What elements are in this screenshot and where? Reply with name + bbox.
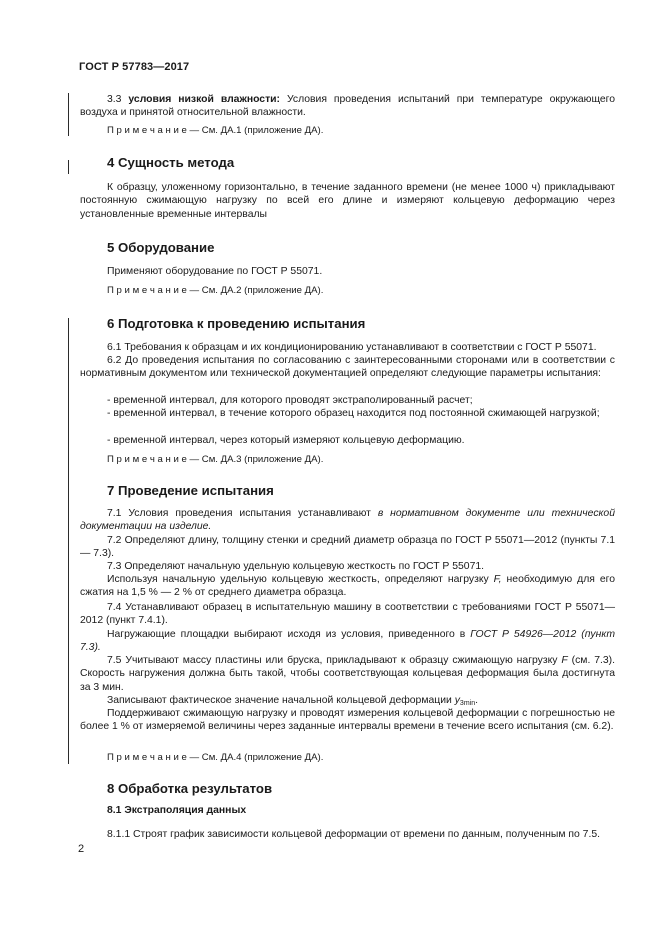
clause-7-5: 7.5 Учитывают массу пластины или бруска, прикладывают к образцу сжимающую нагрузку F (см. 7.3). Скорость нагружения должна быть такой, чтобы соответствующая кольцевая деформация была достигнута за 3 мин. [80, 655, 616, 693]
clause-7-4: 7.4 Устанавливают образец в испытательную машину в соответствии с требованиями ГОСТ Р 55071—2012 (пункт 7.4.1). [80, 602, 615, 627]
subsection-8-1-title: 8.1 Экстраполяция данных [107, 805, 247, 816]
clause-7-1: 7.1 Условия проведения испытания устанавливают в нормативном документе или технической документации на изделие. [80, 508, 615, 533]
change-bar [68, 318, 69, 764]
note-5: П р и м е ч а н и е — См. ДА.2 (приложение ДА). [107, 285, 324, 296]
clause-6-1: 6.1 Требования к образцам и их кондиционированию устанавливают в соответствии с ГОСТ Р 55071. [107, 342, 597, 353]
clause-7-5-maintain: Поддерживают сжимающую нагрузку и проводят измерения кольцевой деформации с погрешностью не более 1 % от измеряемой величины через заданные интервалы времени в течение всего испытания (см. 6.2). [80, 708, 615, 733]
clause-7-3-load: Используя начальную удельную кольцевую жесткость, определяют нагрузку F, необходимую для его сжатия на 1,5 % — 2 % от среднего диаметра образца. [80, 574, 615, 599]
clause-6-2: 6.2 До проведения испытания по согласованию с заинтересованными сторонами или в соответствии с нормативным документом или технической документацией определяют следующие параметры испытания: [80, 355, 615, 380]
section-7-title: 7 Проведение испытания [107, 483, 274, 498]
list-item: - временной интервал, в течение которого образец находится под постоянной сжимающей нагрузкой; [107, 408, 600, 419]
clause-7-5-record: Записывают фактическое значение начальной кольцевой деформации $y_{3min}$. [107, 695, 478, 707]
clause-5-text: Применяют оборудование по ГОСТ Р 55071. [107, 266, 323, 277]
clause-7-4-platforms: Нагружающие площадки выбирают исходя из условия, приведенного в ГОСТ Р 54926—2012 (пункт 7.3). [80, 629, 615, 654]
section-5-title: 5 Оборудование [107, 240, 215, 255]
clause-7-3: 7.3 Определяют начальную удельную кольцевую жесткость по ГОСТ Р 55071. [107, 561, 485, 572]
note-6: П р и м е ч а н и е — См. ДА.3 (приложение ДА). [107, 454, 324, 465]
section-8-title: 8 Обработка результатов [107, 781, 273, 796]
section-6-title: 6 Подготовка к проведению испытания [107, 316, 366, 331]
list-item: - временной интервал, через который измеряют кольцевую деформацию. [107, 435, 465, 446]
note-7: П р и м е ч а н и е — См. ДА.4 (приложение ДА). [107, 752, 324, 763]
clause-3-3: 3.3 условия низкой влажности: Условия проведения испытаний при температуре окружающего воздуха и принятой относительной влажности. [80, 94, 616, 119]
clause-7-2: 7.2 Определяют длину, толщину стенки и средний диаметр образца по ГОСТ Р 55071—2012 (пункты 7.1 — 7.3). [80, 535, 615, 560]
clause-8-1-1: 8.1.1 Строят график зависимости кольцевой деформации от времени по данным, полученным по 7.5. [107, 829, 600, 840]
section-4-title: 4 Сущность метода [107, 155, 235, 170]
change-bar [68, 93, 69, 136]
page-number: 2 [78, 843, 85, 855]
clause-4-text: К образцу, уложенному горизонтально, в течение заданного времени (не менее 1000 ч) прикладывают постоянную сжимающую нагрузку по всей его длине и измеряют кольцевую деформацию через установленные временные интервалы [80, 182, 615, 220]
note-3-3: П р и м е ч а н и е — См. ДА.1 (приложение ДА). [107, 125, 324, 136]
list-item: - временной интервал, для которого проводят экстраполированный расчет; [107, 395, 473, 406]
document-header: ГОСТ Р 57783—2017 [79, 61, 190, 73]
change-bar [68, 160, 69, 174]
